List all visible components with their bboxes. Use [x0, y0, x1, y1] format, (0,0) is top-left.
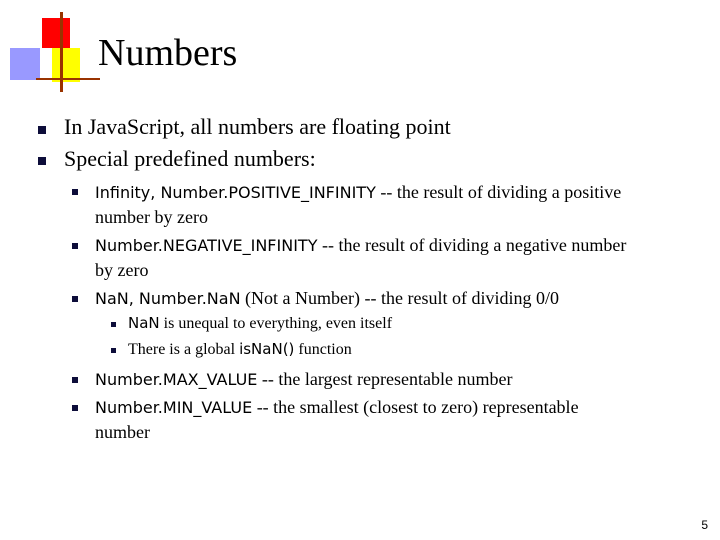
sub-bullet-infinity: Infinity, Number.POSITIVE_INFINITY -- the result of dividing a positive number by zero [95, 182, 622, 227]
bullet-text-1: In JavaScript, all numbers are floating point [64, 114, 451, 139]
sub-bullet-max-value: Number.MAX_VALUE -- the largest representable number [95, 369, 513, 389]
sub-bullet-icon [72, 243, 78, 249]
sub-sub-bullet-icon [111, 348, 116, 353]
code-isnan: isNaN() [239, 340, 295, 358]
sub-sub-bullet-icon [111, 322, 116, 327]
code-nan-inline: NaN [128, 314, 160, 332]
bullet-square-icon [38, 157, 46, 165]
sub-sub-bullet-nan-unequal: NaN is unequal to everything, even itself [128, 314, 393, 332]
code-min-value: Number.MIN_VALUE [95, 398, 253, 417]
code-nan: NaN, Number.NaN [95, 289, 241, 308]
blue-square [10, 48, 40, 80]
code-infinity: Infinity, Number.POSITIVE_INFINITY [95, 183, 376, 202]
sub-sub-bullet-isnan: There is a global isNaN() function [128, 340, 352, 358]
yellow-square [52, 48, 80, 82]
sub-bullet-icon [72, 377, 78, 383]
slide-title: Numbers [98, 32, 238, 74]
sub-bullet-min-value: Number.MIN_VALUE -- the smallest (closest to zero) representable number [95, 397, 579, 442]
red-square [42, 18, 70, 48]
slide-logo-decoration [0, 0, 100, 100]
vertical-rule [60, 12, 63, 92]
bullet-text-2: Special predefined numbers: [64, 146, 316, 171]
sub-bullet-nan: NaN, Number.NaN (Not a Number) -- the result of dividing 0/0 [95, 288, 559, 308]
sub-bullet-icon [72, 189, 78, 195]
sub-bullet-negative-infinity: Number.NEGATIVE_INFINITY -- the result of dividing a negative number by zero [95, 235, 627, 280]
code-max-value: Number.MAX_VALUE [95, 370, 258, 389]
sub-bullet-icon [72, 296, 78, 302]
code-negative-infinity: Number.NEGATIVE_INFINITY [95, 236, 318, 255]
horizontal-rule [36, 78, 100, 80]
page-number: 5 [701, 518, 708, 532]
bullet-square-icon [38, 126, 46, 134]
sub-bullet-icon [72, 405, 78, 411]
